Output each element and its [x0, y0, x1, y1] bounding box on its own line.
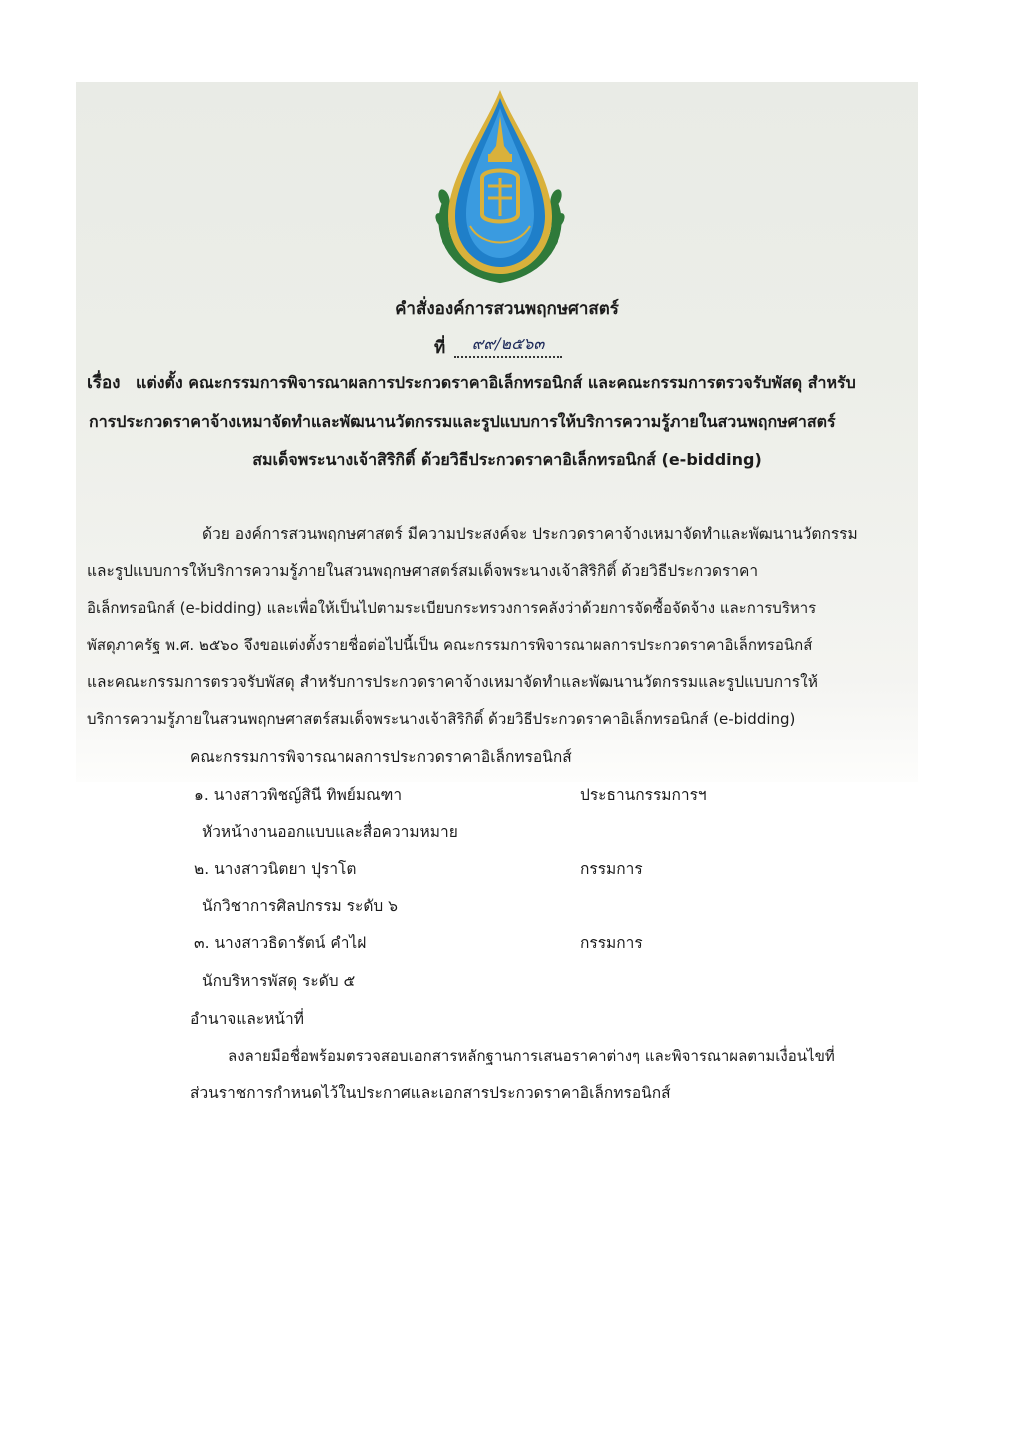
- member-3-name: ๓. นางสาวธิดารัตน์ คำไฝ: [194, 934, 367, 952]
- organization-emblem-icon: [426, 86, 574, 286]
- member-2-name: ๒. นางสาวนิตยา ปุราโต: [194, 860, 357, 878]
- body-line-1: ด้วย องค์การสวนพฤกษศาสตร์ มีความประสงค์จะ ประกวดราคาจ้างเหมาจัดทำและพัฒนานวัตกรรม: [202, 525, 858, 543]
- order-number-value: ๙๙/๒๕๖๓: [454, 332, 562, 358]
- member-2-role: กรรมการ: [580, 860, 643, 878]
- member-1-role: ประธานกรรมการฯ: [580, 786, 707, 804]
- body-line-6: บริการความรู้ภายในสวนพฤกษศาสตร์สมเด็จพระนางเจ้าสิริกิติ์ ด้วยวิธีประกวดราคาอิเล็กทรอนิกส์ (e-bidding): [87, 710, 796, 728]
- member-3-position: นักบริหารพัสดุ ระดับ ๕: [202, 972, 356, 990]
- member-1-name: ๑. นางสาวพิชญ์สินี ทิพย์มณฑา: [194, 786, 403, 804]
- duties-line-1: ลงลายมือชื่อพร้อมตรวจสอบเอกสารหลักฐานการเสนอราคาต่างๆ และพิจารณาผลตามเงื่อนไขที่: [228, 1047, 835, 1065]
- subject-line-1: แต่งตั้ง คณะกรรมการพิจารณาผลการประกวดราคาอิเล็กทรอนิกส์ และคณะกรรมการตรวจรับพัสดุ สำหรับ: [136, 373, 856, 392]
- duties-line-2: ส่วนราชการกำหนดไว้ในประกาศและเอกสารประกวดราคาอิเล็กทรอนิกส์: [190, 1084, 671, 1102]
- member-3-role: กรรมการ: [580, 934, 643, 952]
- committee-heading: คณะกรรมการพิจารณาผลการประกวดราคาอิเล็กทรอนิกส์: [190, 748, 572, 766]
- body-line-2: และรูปแบบการให้บริการความรู้ภายในสวนพฤกษศาสตร์สมเด็จพระนางเจ้าสิริกิติ์ ด้วยวิธีประกวดราคา: [87, 562, 759, 580]
- order-number-label: ที่: [434, 338, 446, 358]
- subject-label: เรื่อง: [87, 373, 121, 393]
- subject-line-2: การประกวดราคาจ้างเหมาจัดทำและพัฒนานวัตกรรมและรูปแบบการให้บริการความรู้ภายในสวนพฤกษศาสตร์: [89, 412, 836, 431]
- body-line-5: และคณะกรรมการตรวจรับพัสดุ สำหรับการประกวดราคาจ้างเหมาจัดทำและพัฒนานวัตกรรมและรูปแบบการให้: [87, 673, 818, 691]
- duties-heading: อำนาจและหน้าที่: [190, 1010, 304, 1028]
- body-line-3: อิเล็กทรอนิกส์ (e-bidding) และเพื่อให้เป็นไปตามระเบียบกระทรวงการคลังว่าด้วยการจัดซื้อจัดจ้าง และการบริหาร: [87, 599, 817, 617]
- subject-line-3: สมเด็จพระนางเจ้าสิริกิติ์ ด้วยวิธีประกวดราคาอิเล็กทรอนิกส์ (e-bidding): [252, 450, 762, 469]
- member-2-position: นักวิชาการศิลปกรรม ระดับ ๖: [202, 897, 398, 915]
- document-title: คำสั่งองค์การสวนพฤกษศาสตร์: [395, 299, 619, 319]
- body-line-4: พัสดุภาครัฐ พ.ศ. ๒๕๖๐ จึงขอแต่งตั้งรายชื่อต่อไปนี้เป็น คณะกรรมการพิจารณาผลการประกวดราคาอิเล็กทรอนิกส์: [87, 636, 813, 654]
- member-1-position: หัวหน้างานออกแบบและสื่อความหมาย: [202, 823, 458, 841]
